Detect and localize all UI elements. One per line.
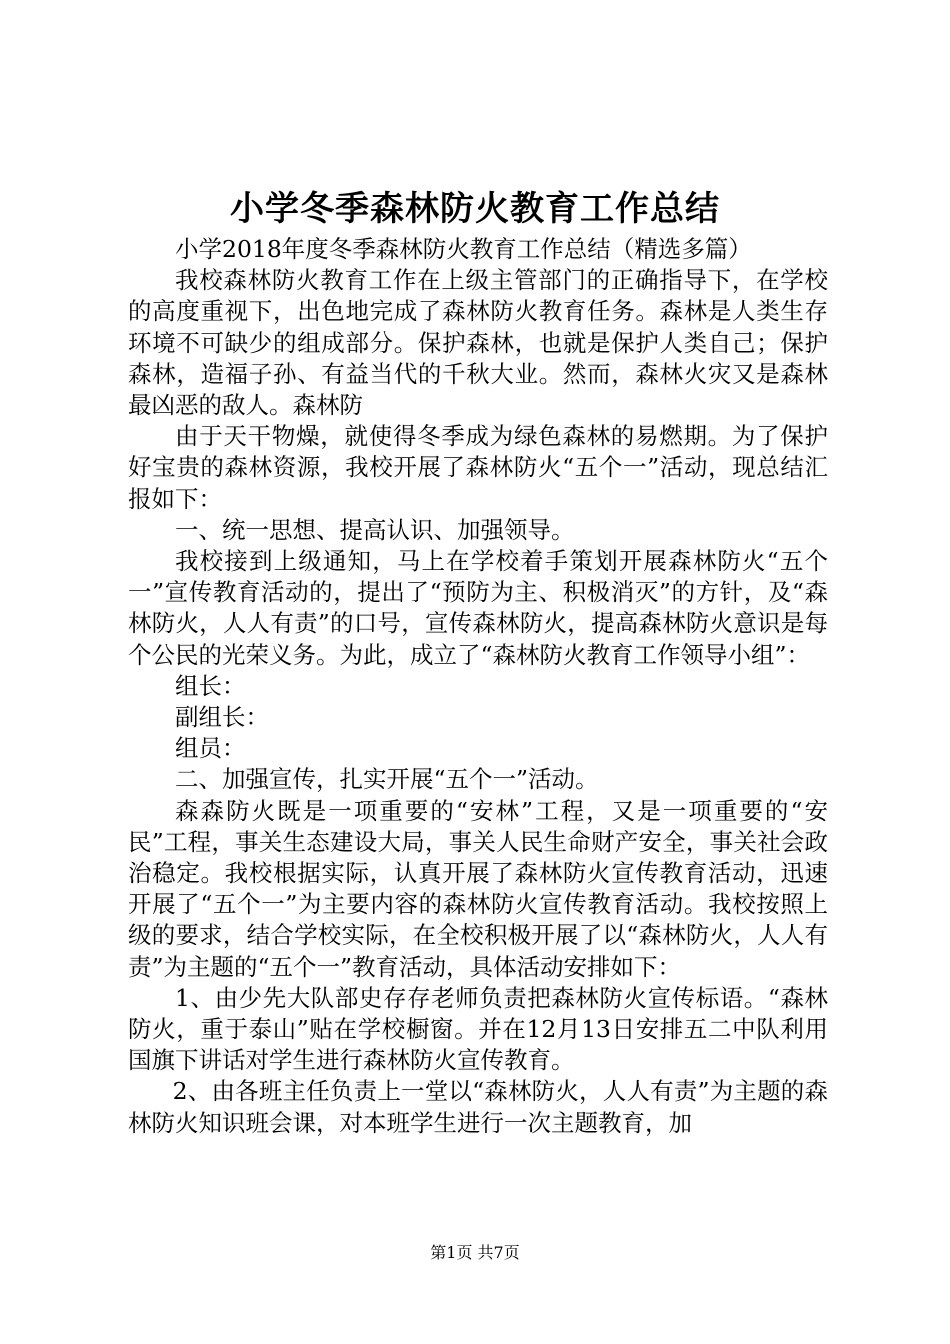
list-item-2: 2、由各班主任负责上一堂以“森林防火，人人有责”为主题的森林防火知识班会课，对本班学生进行一次主题教育，加	[128, 1077, 828, 1137]
paragraph-subtitle: 小学2018年度冬季森林防火教育工作总结（精选多篇）	[175, 235, 752, 263]
page-footer: 第1页 共7页	[430, 1243, 520, 1262]
leader-line: 组长：	[175, 671, 246, 700]
paragraph-intro: 我校森林防火教育工作在上级主管部门的正确指导下，在学校的高度重视下，出色地完成了森林防火教育任务。森林是人类生存环境不可缺少的组成部分。保护森林，也就是保护人类自己；保护森林，造福子孙、有益当代的千秋大业。然而，森林火灾又是森林最凶恶的敌人。森林防	[128, 266, 828, 420]
paragraph-section-1: 我校接到上级通知，马上在学校着手策划开展森林防火“五个一”宣传教育活动的，提出了“预防为主、积极消灭”的方针，及“森林防火，人人有责”的口号，宣传森林防火，提高森林防火意识是每个公民的光荣义务。为此，成立了“森林防火教育工作领导小组”：	[128, 547, 828, 669]
paragraph-section-2: 森森防火既是一项重要的“安林”工程，又是一项重要的“安民”工程，事关生态建设大局，事关人民生命财产安全，事关社会政治稳定。我校根据实际，认真开展了森林防火宣传教育活动，迅速开展了“五个一”为主要内容的森林防火宣传教育活动。我校按照上级的要求，结合学校实际，在全校积极开展了以“森林防火，人人有责”为主题的“五个一”教育活动，具体活动安排如下：	[128, 796, 828, 981]
paragraph-background: 由于天干物燥，就使得冬季成为绿色森林的易燃期。为了保护好宝贵的森林资源，我校开展了森林防火“五个一”活动，现总结汇报如下：	[128, 422, 828, 513]
document-title: 小学冬季森林防火教育工作总结	[230, 189, 720, 229]
section-heading-1: 一、统一思想、提高认识、加强领导。	[175, 515, 575, 544]
list-item-1: 1、由少先大队部史存存老师负责把森林防火宣传标语。“森林防火，重于泰山”贴在学校橱窗。并在12月13日安排五二中队利用国旗下讲话对学生进行森林防火宣传教育。	[128, 983, 828, 1075]
section-heading-2: 二、加强宣传，扎实开展“五个一”活动。	[175, 765, 599, 794]
deputy-leader-line: 副组长：	[175, 703, 269, 732]
document-body	[128, 234, 828, 1139]
member-line: 组员：	[175, 734, 246, 763]
